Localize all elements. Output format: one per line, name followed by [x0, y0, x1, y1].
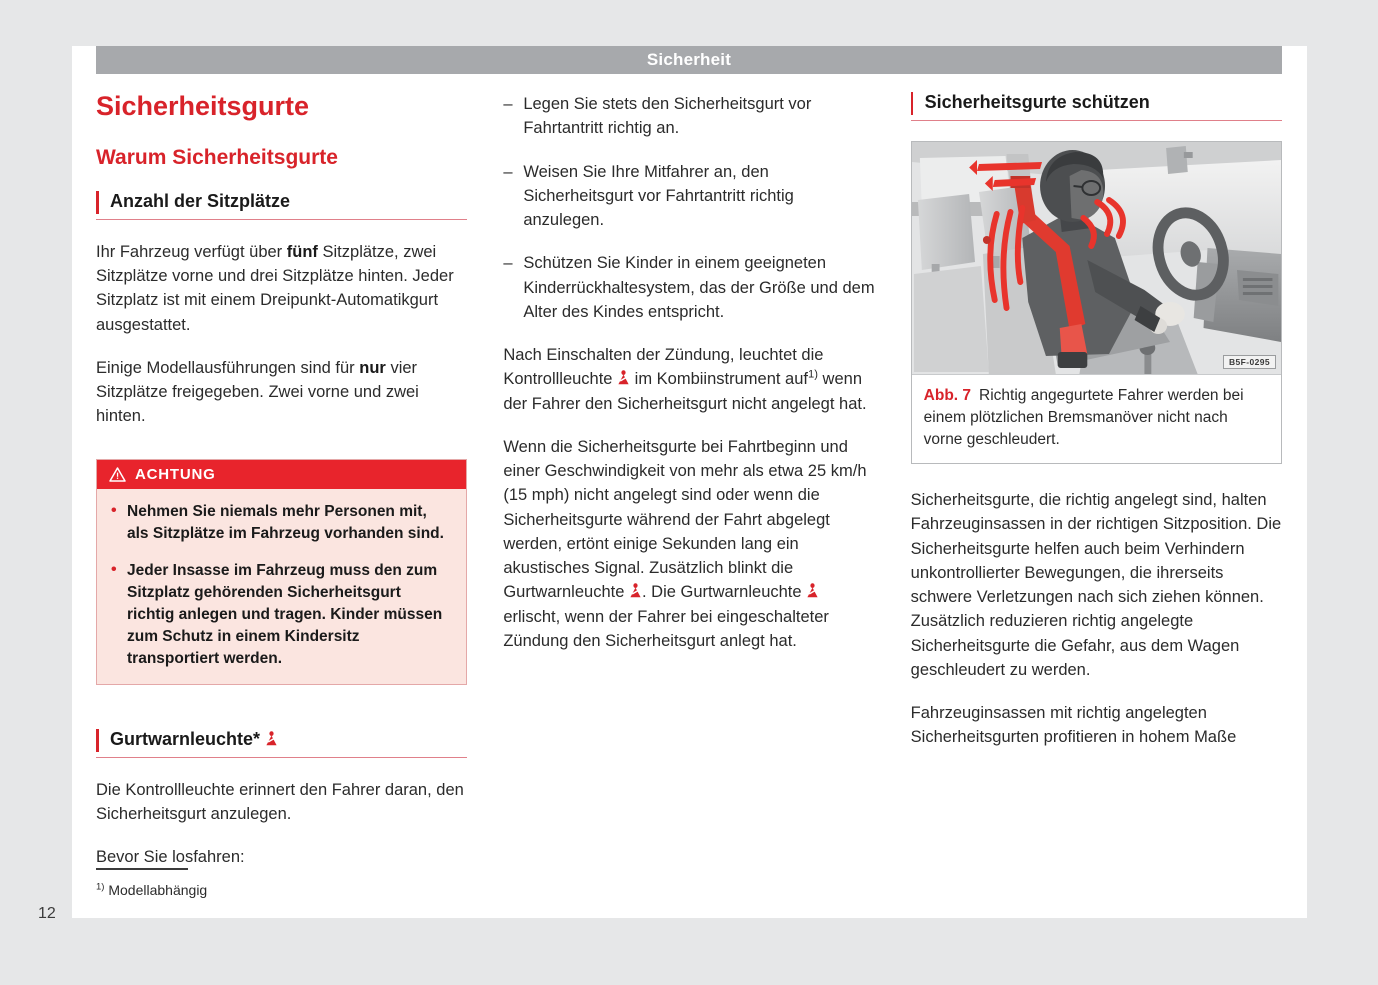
section-heading-label [110, 729, 278, 749]
list-item: – Weisen Sie Ihre Mitfahrer an, den Sicherheitsgurt vor Fahrtantritt richtig anzulegen. [503, 160, 874, 233]
bold-run: fünf [286, 242, 318, 261]
section-heading-label: Sicherheitsgurte schützen [924, 92, 1150, 112]
footnote-marker: 1) [807, 368, 818, 381]
paragraph-bevor-sie-losfahren: Bevor Sie losfahren: [96, 848, 245, 867]
warning-triangle-icon [109, 467, 126, 482]
footnote-area [96, 868, 476, 899]
warning-box-header [97, 460, 466, 489]
paragraph-fahrzeuginsassen: Fahrzeuginsassen mit richtig angelegten Sicherheitsgurten profitieren in hohem Maße [910, 704, 1237, 747]
figure-image-code: B5F-0295 [1223, 355, 1276, 369]
section-heading-anzahl-der-sitzplaetze [96, 191, 467, 220]
figure-caption [912, 375, 1281, 463]
seatbelt-warning-icon [617, 370, 630, 386]
paragraph-zuendung [503, 343, 874, 416]
warning-box [96, 459, 467, 685]
footnote-text: Modellabhängig [108, 881, 208, 898]
seatbelt-warning-icon [265, 731, 278, 747]
section-heading-text: Gurtwarnleuchte* [110, 728, 261, 749]
section-heading-sicherheitsgurte-schuetzen [911, 92, 1282, 121]
chapter-header-bar [96, 46, 1282, 74]
text-run: Ihr Fahrzeug verfügt über [96, 242, 287, 261]
text-run: vier Sitzplätze freigegeben. Zwei vorne und zwei hinten. [96, 358, 419, 426]
page-number: 12 [38, 905, 56, 922]
left-column [96, 92, 467, 869]
footnote-marker: 1) [96, 880, 105, 892]
paragraph-akustisches-signal [503, 435, 874, 653]
page-columns [96, 92, 1282, 869]
figure-number: Abb. 7 [923, 387, 972, 404]
paragraph-seat-count [96, 240, 467, 337]
footnote-divider [96, 868, 188, 870]
paragraph-kontrollleuchte: Die Kontrollleuchte erinnert den Fahrer daran, den Sicherheitsgurt anzulegen. [96, 780, 464, 823]
page-subtitle: Warum Sicherheitsgurte [96, 145, 338, 169]
text-run: im Kombiinstrument auf [630, 370, 808, 389]
bold-run: nur [359, 358, 386, 377]
right-column [911, 92, 1282, 869]
figure-abb-7 [911, 141, 1282, 464]
text-run: erlischt, wenn der Fahrer bei eingeschalteter Zündung den Sicherheitsgurt anlegt hat. [503, 607, 829, 650]
list-item: – Legen Sie stets den Sicherheitsgurt vor Fahrtantritt richtig an. [503, 92, 874, 141]
warning-item: • Jeder Insasse im Fahrzeug muss den zum Sitzplatz gehörenden Sicherheitsgurt richtig anlegen und tragen. Kinder müssen zum Schutz in einem Kindersitz transportiert werden. [111, 560, 452, 670]
figure-image [912, 142, 1281, 375]
seatbelt-warning-icon [629, 583, 642, 599]
text-run: Einige Modellausführungen sind für [96, 358, 360, 377]
seatbelt-warning-icon [806, 583, 819, 599]
list-item: – Schützen Sie Kinder in einem geeigneten Kinderrückhaltesystem, das der Größe und dem Alter des Kindes entspricht. [503, 251, 874, 324]
text-run: Wenn die Sicherheitsgurte bei Fahrtbeginn und einer Geschwindigkeit von mehr als etwa 25 km/h (15 mph) nicht angelegt sind oder wenn die Sicherheitsgurte während der Fahrt abgelegt werden, ertönt einige Sekunden lang ein akustisches Signal. Zusätzlich blinkt die Gurtwarnleuchte [503, 437, 867, 602]
section-heading-gurtwarnleuchte [96, 729, 467, 758]
text-run: Sitzplätze, zwei Sitzplätze vorne und drei Sitzplätze hinten. Jeder Sitzplatz ist mit einem Dreipunkt-Automatikgurt ausgestattet. [96, 242, 454, 334]
middle-column [503, 92, 874, 869]
page-title: Sicherheitsgurte [96, 91, 310, 121]
text-run: . Die Gurtwarnleuchte [641, 583, 807, 602]
warning-box-body [97, 489, 466, 684]
warning-item: • Nehmen Sie niemals mehr Personen mit, als Sitzplätze im Fahrzeug vorhanden sind. [111, 501, 452, 545]
text-run: wenn der Fahrer den Sicherheitsgurt nicht angelegt hat. [503, 370, 867, 413]
figure-caption-text: Richtig angegurtete Fahrer werden bei einem plötzlichen Bremsmanöver nicht nach vorne geschleudert. [923, 387, 1244, 448]
instruction-list [503, 92, 874, 324]
section-heading-label: Anzahl der Sitzplätze [110, 190, 291, 211]
warning-box-title: ACHTUNG [135, 465, 216, 483]
paragraph-sitzposition: Sicherheitsgurte, die richtig angelegt sind, halten Fahrzeuginsassen in der richtigen Sitzposition. Die Sicherheitsgurte helfen auch beim Verhindern unkontrollierter Bewegungen, die ihrerseits schwere Verletzungen nach sich ziehen können. Zusätzlich reduzieren richtig angelegte Sicherheitsgurte die Gefahr, aus dem Wagen geschleudert zu werden. [910, 491, 1282, 679]
paragraph-four-seats [96, 356, 467, 429]
text-run: Nach Einschalten der Zündung, leuchtet die Kontrollleuchte [503, 346, 824, 389]
footnote [96, 881, 476, 899]
chapter-title: Sicherheit [646, 50, 732, 69]
